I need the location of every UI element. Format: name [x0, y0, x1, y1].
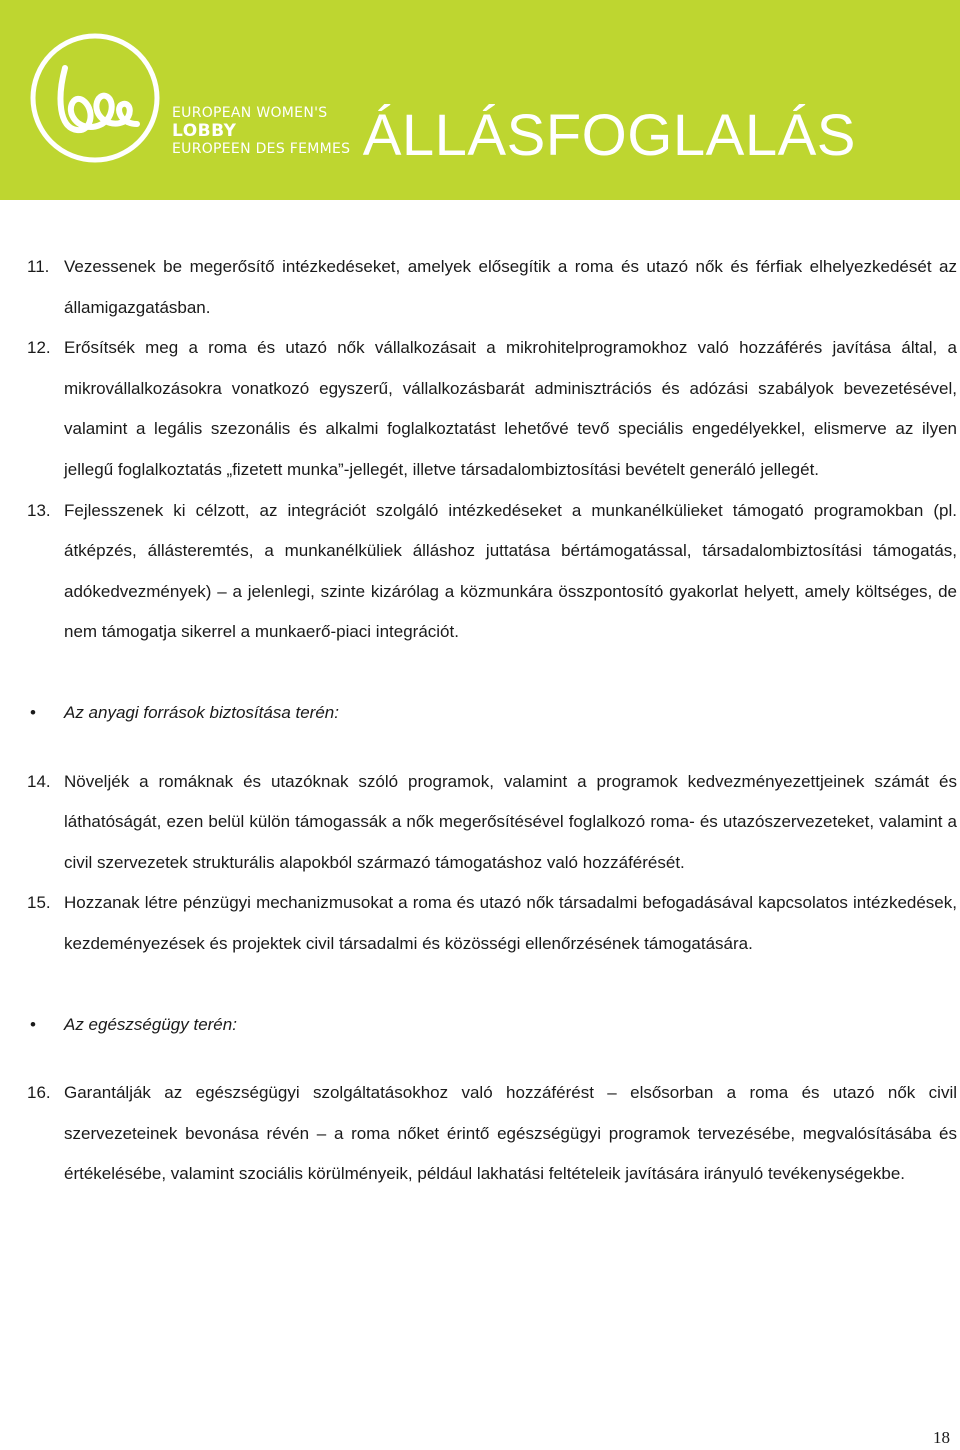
page-number: 18	[933, 1428, 950, 1447]
section-heading-text: Az anyagi források biztosítása terén:	[64, 702, 339, 722]
list-item	[27, 762, 957, 884]
section-heading-text: Az egészségügy terén:	[64, 1014, 237, 1034]
item-text: Garantálják az egészségügyi szolgáltatásokhoz való hozzáférést – elsősorban a roma és utazó nők civil szervezeteinek bevonása révén – a roma nőket érintő egészségügyi programok tervezésébe, megvalósításába és értékelésébe, valamint szociális körülményeik, például lakhatási feltételeik javítására irányuló tevékenységekbe.	[64, 1083, 957, 1184]
item-number: 11.	[27, 257, 50, 276]
logo-wordmark	[172, 104, 350, 158]
logo-line-2: LOBBY	[172, 121, 237, 141]
logo-line-3: EUROPEEN DES FEMMES	[172, 141, 351, 157]
header-banner	[0, 0, 960, 200]
item-number: 14.	[27, 771, 51, 791]
item-text: Erősítsék meg a roma és utazó nők vállalkozásait a mikrohitelprogramokhoz való hozzáférés javítása által, a mikrovállalkozásokra vonatkozó egyszerű, vállalkozásbarát adminisztrációs és adózási szabályok bevezetésével, valamint a legális szezonális és alkalmi foglalkoztatást lehetővé tevő speciális engedélyekkel, elismerve az ilyen jellegű foglalkoztatás „fizetett munka”-jellegét, illetve társadalombiztosítási bevételt generáló jellegét.	[64, 338, 957, 479]
item-number: 13.	[27, 500, 51, 520]
item-text: Vezessenek be megerősítő intézkedéseket, amelyek elősegítik a roma és utazó nők és férfiak elhelyezkedését az államigazgatásban.	[64, 257, 957, 317]
section-heading-funding	[27, 693, 957, 734]
list-item	[27, 1073, 957, 1195]
list-item	[27, 883, 957, 964]
item-text: Növeljék a romáknak és utazóknak szóló programok, valamint a programok kedvezményezettjeinek számát és láthatóságát, ezen belül külön támogassák a nők megerősítésével foglalkozó roma- és utazószervezeteket, valamint a civil szervezetek strukturális alapokból származó támogatáshoz való hozzáférését.	[64, 771, 957, 872]
document-title: ÁLLÁSFOGLALÁS	[362, 103, 856, 168]
logo-line-1: EUROPEAN WOMEN'S	[172, 105, 328, 121]
document-body	[27, 247, 957, 1195]
item-text: Hozzanak létre pénzügyi mechanizmusokat a roma és utazó nők társadalmi befogadásával kapcsolatos intézkedések, kezdeményezések és projektek civil társadalmi és közösségi ellenőrzésének támogatására.	[64, 893, 957, 953]
bullet-icon: •	[30, 1014, 36, 1034]
list-item	[27, 328, 957, 490]
lobby-logo-icon	[25, 28, 165, 168]
bullet-icon: •	[30, 702, 36, 722]
item-text: Fejlesszenek ki célzott, az integrációt szolgáló intézkedéseket a munkanélkülieket támogató programokban (pl. átképzés, állásteremtés, a munkanélküliek álláshoz juttatása bértámogatással, társadalombiztosítási támogatás, adókedvezmények) – a jelenlegi, szinte kizárólag a közmunkára összpontosító gyakorlat helyett, amely költséges, de nem támogatja sikerrel a munkaerő-piaci integrációt.	[64, 500, 957, 642]
list-item	[27, 491, 957, 653]
item-number: 12.	[27, 338, 51, 358]
item-number: 15.	[27, 893, 51, 913]
item-number: 16.	[27, 1083, 51, 1103]
list-item	[27, 247, 957, 328]
section-heading-health	[27, 1005, 957, 1046]
